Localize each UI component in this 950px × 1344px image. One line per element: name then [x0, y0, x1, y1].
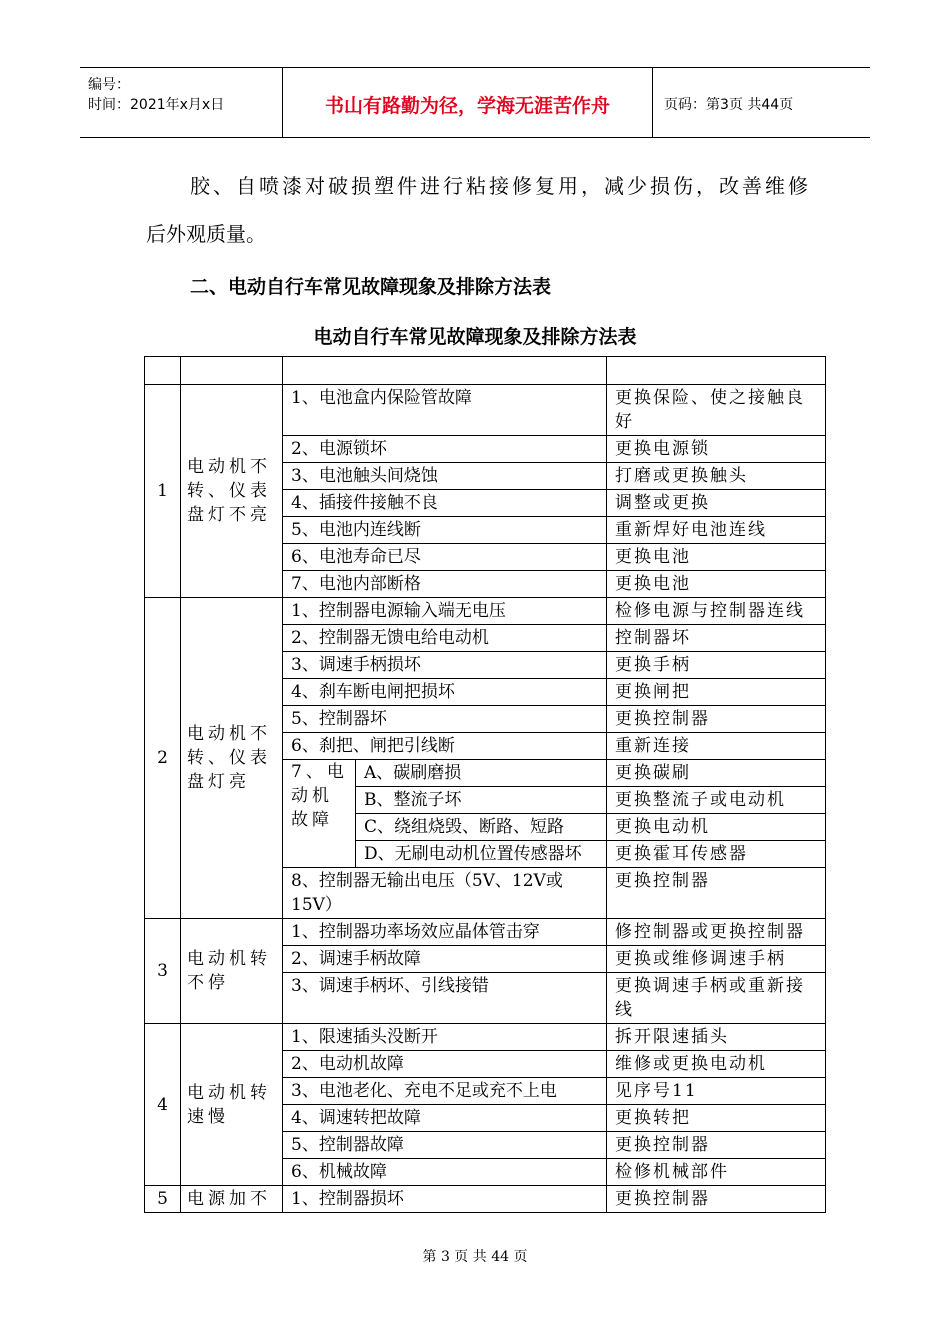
- row-number: 4: [145, 1024, 181, 1186]
- fix-cell: 检修机械部件: [607, 1159, 826, 1186]
- row-number: 3: [145, 919, 181, 1024]
- symptom-cell: 电动机转不停: [181, 919, 283, 1024]
- fault-cell: 5、控制器故障: [283, 1132, 607, 1159]
- fault-cell: 2、电动机故障: [283, 1051, 607, 1078]
- table-row: [145, 919, 826, 946]
- fix-cell: 更换电源锁: [607, 436, 826, 463]
- fix-cell: 更换保险、使之接触良好: [607, 385, 826, 436]
- section-heading: 二、电动自行车常见故障现象及排除方法表: [190, 276, 552, 298]
- symptom-cell: 电动机转速慢: [181, 1024, 283, 1186]
- table-row: [145, 1186, 826, 1213]
- fault-cell: 1、电池盒内保险管故障: [283, 385, 607, 436]
- fault-cell: 5、控制器坏: [283, 706, 607, 733]
- paragraph-line-2: 后外观质量。: [146, 222, 266, 246]
- page-footer: 第 3 页 共 44 页: [422, 1249, 528, 1265]
- fix-cell: 更换控制器: [607, 706, 826, 733]
- fault-cell: 3、调速手柄损坏: [283, 652, 607, 679]
- fix-cell: 更换控制器: [607, 1186, 826, 1213]
- fault-cell: B、整流子坏: [356, 787, 607, 814]
- motor-fault-label: 7、电动机故障: [283, 760, 356, 868]
- fix-cell: 更换电池: [607, 571, 826, 598]
- fault-cell: 7、电池内部断格: [283, 571, 607, 598]
- fault-cell: 1、控制器损坏: [283, 1186, 607, 1213]
- row-number: 2: [145, 598, 181, 919]
- header-cell: [145, 357, 181, 385]
- fault-cell: 1、控制器功率场效应晶体管击穿: [283, 919, 607, 946]
- fault-cell: A、碳刷磨损: [356, 760, 607, 787]
- fix-cell: 更换控制器: [607, 868, 826, 919]
- fault-cell: 3、电池老化、充电不足或充不上电: [283, 1078, 607, 1105]
- fix-cell: 重新焊好电池连线: [607, 517, 826, 544]
- fault-table: [144, 356, 826, 1213]
- fault-cell: 6、电池寿命已尽: [283, 544, 607, 571]
- fault-cell: 2、调速手柄故障: [283, 946, 607, 973]
- fix-cell: 检修电源与控制器连线: [607, 598, 826, 625]
- fix-cell: 更换手柄: [607, 652, 826, 679]
- fix-cell: 更换霍耳传感器: [607, 841, 826, 868]
- fault-cell: D、无刷电动机位置传感器坏: [356, 841, 607, 868]
- table-title: 电动自行车常见故障现象及排除方法表: [313, 326, 637, 348]
- fault-cell: 2、控制器无馈电给电动机: [283, 625, 607, 652]
- date-label: 时间：2021年x月x日: [88, 97, 225, 113]
- fault-cell: 1、控制器电源输入端无电压: [283, 598, 607, 625]
- header-cell: [181, 357, 283, 385]
- header-meta: [80, 68, 283, 137]
- fix-cell: 更换调速手柄或重新接线: [607, 973, 826, 1024]
- fault-cell: 4、刹车断电闸把损坏: [283, 679, 607, 706]
- header-page-info: 页码：第3页 共44页: [664, 97, 794, 113]
- fault-cell: 4、插接件接触不良: [283, 490, 607, 517]
- page-header: [80, 67, 870, 138]
- table-row: [145, 1024, 826, 1051]
- header-cell: [283, 357, 607, 385]
- symptom-cell: 电动机不转、仪表盘灯不亮: [181, 385, 283, 598]
- table-row: [145, 598, 826, 625]
- fix-cell: 更换碳刷: [607, 760, 826, 787]
- fault-cell: 4、调速转把故障: [283, 1105, 607, 1132]
- fault-cell: 6、刹把、闸把引线断: [283, 733, 607, 760]
- table-row: [145, 385, 826, 436]
- row-number: 1: [145, 385, 181, 598]
- symptom-cell: 电源加不: [181, 1186, 283, 1213]
- fault-cell: 8、控制器无输出电压（5V、12V或15V）: [283, 868, 607, 919]
- fix-cell: 更换整流子或电动机: [607, 787, 826, 814]
- fix-cell: 维修或更换电动机: [607, 1051, 826, 1078]
- fault-cell: 3、调速手柄坏、引线接错: [283, 973, 607, 1024]
- paragraph-line-1: 胶、自喷漆对破损塑件进行粘接修复用，减少损伤，改善维修: [190, 174, 811, 198]
- row-number: 5: [145, 1186, 181, 1213]
- fault-cell: C、绕组烧毁、断路、短路: [356, 814, 607, 841]
- fix-cell: 拆开限速插头: [607, 1024, 826, 1051]
- fault-cell: 5、电池内连线断: [283, 517, 607, 544]
- serial-label: 编号：: [88, 77, 130, 93]
- fault-cell: 2、电源锁坏: [283, 436, 607, 463]
- fix-cell: 更换电动机: [607, 814, 826, 841]
- fix-cell: 打磨或更换触头: [607, 463, 826, 490]
- fix-cell: 重新连接: [607, 733, 826, 760]
- header-cell: [607, 357, 826, 385]
- fault-cell: 3、电池触头间烧蚀: [283, 463, 607, 490]
- fix-cell: 控制器坏: [607, 625, 826, 652]
- table-header-row: [145, 357, 826, 385]
- header-motto: 书山有路勤为径，学海无涯苦作舟: [283, 68, 653, 137]
- fix-cell: 修控制器或更换控制器: [607, 919, 826, 946]
- fix-cell: 更换电池: [607, 544, 826, 571]
- fix-cell: 更换或维修调速手柄: [607, 946, 826, 973]
- symptom-cell: 电动机不转、仪表盘灯亮: [181, 598, 283, 919]
- fix-cell: 更换转把: [607, 1105, 826, 1132]
- fix-cell: 更换控制器: [607, 1132, 826, 1159]
- fault-cell: 1、限速插头没断开: [283, 1024, 607, 1051]
- fix-cell: 见序号11: [607, 1078, 826, 1105]
- fix-cell: 更换闸把: [607, 679, 826, 706]
- fault-cell: 6、机械故障: [283, 1159, 607, 1186]
- fix-cell: 调整或更换: [607, 490, 826, 517]
